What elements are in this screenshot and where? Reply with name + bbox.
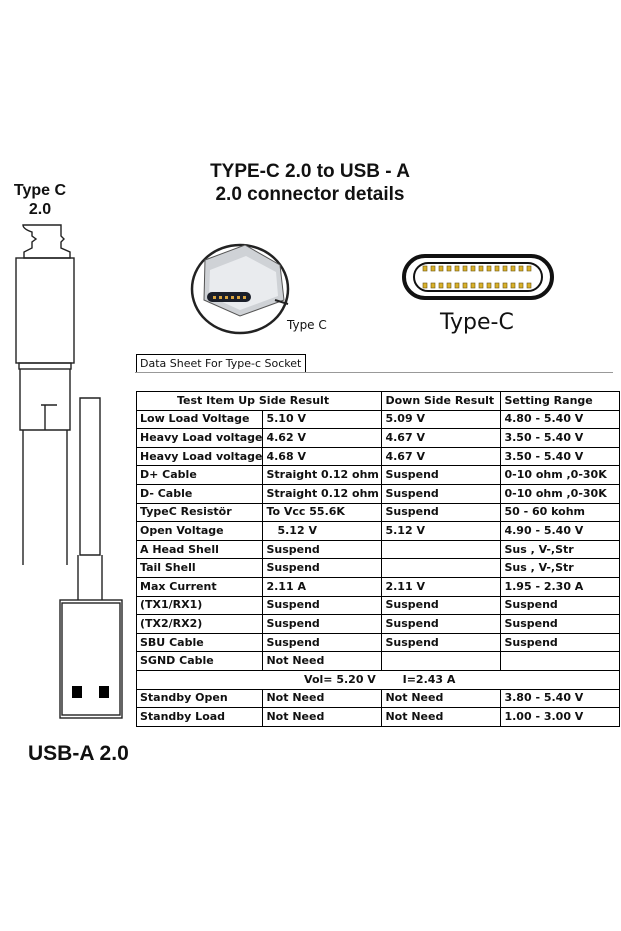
- table-cell: 0-10 ohm ,0-30K: [501, 466, 620, 485]
- table-cell: Not Need: [263, 689, 382, 708]
- table-cell: Suspend: [382, 633, 501, 652]
- table-cell: Not Need: [382, 708, 501, 727]
- table-cell: [501, 652, 620, 671]
- table-row: [137, 577, 620, 596]
- table-row: [137, 466, 620, 485]
- table-cell: 1.00 - 3.00 V: [501, 708, 620, 727]
- table-cell: Suspend: [501, 633, 620, 652]
- usba-contacts: [72, 686, 109, 698]
- table-row: [137, 708, 620, 727]
- table-row: [137, 615, 620, 634]
- table-row: [137, 559, 620, 578]
- table-cell: [382, 652, 501, 671]
- table-cell: 5.09 V: [382, 410, 501, 429]
- table-cell: 1.95 - 2.30 A: [501, 577, 620, 596]
- table-cell: Suspend: [263, 633, 382, 652]
- table-cell: 5.12 V: [263, 522, 382, 541]
- title-line-1: TYPE-C 2.0 to USB - A: [210, 161, 410, 182]
- table-cell: 3.50 - 5.40 V: [501, 447, 620, 466]
- table-cell: To Vcc 55.6K: [263, 503, 382, 522]
- table-cell: Tail Shell: [137, 559, 263, 578]
- table-cell: Suspend: [382, 484, 501, 503]
- usba-connector-label: USB-A 2.0: [28, 742, 129, 765]
- header-cell: Setting Range: [501, 392, 620, 411]
- table-cell: Suspend: [501, 596, 620, 615]
- typec-plug-drawing: [16, 225, 74, 430]
- title-line-2: 2.0 connector details: [215, 184, 405, 205]
- table-cell: Sus , V-,Str: [501, 540, 620, 559]
- diagram-typec-caption: Type-C: [440, 310, 514, 335]
- table-cell: 2.11 A: [263, 577, 382, 596]
- table-row: [137, 689, 620, 708]
- table-cell: Suspend: [263, 559, 382, 578]
- table-cell: Heavy Load voltage: [137, 447, 263, 466]
- table-cell: Straight 0.12 ohm: [263, 484, 382, 503]
- table-cell: 4.90 - 5.40 V: [501, 522, 620, 541]
- table-cell: SBU Cable: [137, 633, 263, 652]
- table-cell: Open Voltage: [137, 522, 263, 541]
- table-cell: Suspend: [501, 615, 620, 634]
- table-cell: Standby Load: [137, 708, 263, 727]
- table-row: [137, 540, 620, 559]
- table-row: [137, 633, 620, 652]
- table-cell: Straight 0.12 ohm: [263, 466, 382, 485]
- table-cell: Not Need: [263, 652, 382, 671]
- table-cell: 4.68 V: [263, 447, 382, 466]
- header-cell: Down Side Result: [382, 392, 501, 411]
- table-cell: D- Cable: [137, 484, 263, 503]
- table-cell: [382, 559, 501, 578]
- table-cell: Suspend: [382, 596, 501, 615]
- table-row: [137, 447, 620, 466]
- table-cell: 4.67 V: [382, 429, 501, 448]
- table-row: [137, 484, 620, 503]
- table-cell: 3.80 - 5.40 V: [501, 689, 620, 708]
- table-row: [137, 410, 620, 429]
- table-cell: (TX2/RX2): [137, 615, 263, 634]
- photo-typec-caption: Type C: [287, 318, 327, 332]
- table-cell: Suspend: [382, 466, 501, 485]
- table-cell: Sus , V-,Str: [501, 559, 620, 578]
- table-cell: Not Need: [263, 708, 382, 727]
- table-row: [137, 429, 620, 448]
- table-cell: TypeC Resistör: [137, 503, 263, 522]
- table-cell: SGND Cable: [137, 652, 263, 671]
- table-cell: 4.80 - 5.40 V: [501, 410, 620, 429]
- table-cell: Max Current: [137, 577, 263, 596]
- table-row: [137, 522, 620, 541]
- table-row: [137, 503, 620, 522]
- usba-plug-drawing: [60, 600, 122, 718]
- table-cell: 50 - 60 kohm: [501, 503, 620, 522]
- typec-label-text: Type C: [13, 182, 67, 199]
- table-cell: 0-10 ohm ,0-30K: [501, 484, 620, 503]
- table-cell: Suspend: [382, 615, 501, 634]
- table-cell: Not Need: [382, 689, 501, 708]
- table-cell: 3.50 - 5.40 V: [501, 429, 620, 448]
- table-row: [137, 652, 620, 671]
- table-row: [137, 596, 620, 615]
- table-cell: [382, 540, 501, 559]
- table-cell: (TX1/RX1): [137, 596, 263, 615]
- table-row-merged: [137, 670, 620, 689]
- typec-port-diagram: [404, 256, 552, 298]
- header-cell: Test Item Up Side Result: [137, 392, 382, 411]
- table-cell: Suspend: [263, 596, 382, 615]
- typec-version-text: 2.0: [28, 201, 52, 218]
- table-cell: D+ Cable: [137, 466, 263, 485]
- table-cell: A Head Shell: [137, 540, 263, 559]
- table-cell: Low Load Voltage: [137, 410, 263, 429]
- table-cell: Suspend: [263, 540, 382, 559]
- table-cell: Heavy Load voltage: [137, 429, 263, 448]
- table-cell: Suspend: [263, 615, 382, 634]
- table-cell: 2.11 V: [382, 577, 501, 596]
- table-cell: 4.62 V: [263, 429, 382, 448]
- datasheet-title: Data Sheet For Type-c Socket: [136, 354, 306, 372]
- table-cell: 5.12 V: [382, 522, 501, 541]
- typec-photo-illustration: [192, 245, 288, 333]
- table-cell: Suspend: [382, 503, 501, 522]
- table-cell: 4.67 V: [382, 447, 501, 466]
- table-cell: 5.10 V: [263, 410, 382, 429]
- merged-cell: Vol= 5.20 V I=2.43 A: [137, 670, 620, 689]
- cable-drawing: [23, 398, 102, 600]
- table-header-row: [137, 392, 620, 411]
- datasheet-table: [136, 391, 620, 727]
- table-cell: Standby Open: [137, 689, 263, 708]
